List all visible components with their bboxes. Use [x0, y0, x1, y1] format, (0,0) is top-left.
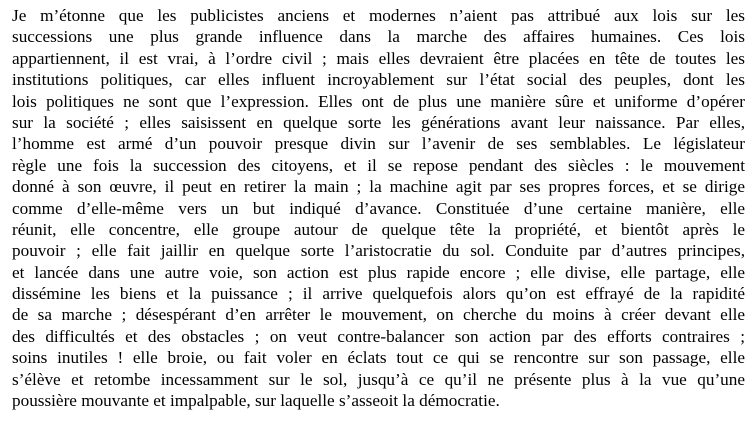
text-line: l’homme est armé d’un pouvoir presque divin sur l’avenir de ses semblables. Le législateur [12, 134, 745, 154]
text-line: des difficultés et des obstacles ; on veut contre-balancer son action par des efforts contraires ; [12, 326, 745, 346]
text-line: donné à son œuvre, il peut en retirer la main ; la machine agit par ses propres forces, et se dirige [12, 177, 745, 197]
text-line: réunit, elle concentre, elle groupe autour de quelque tête la propriété, et bientôt après le [12, 219, 745, 239]
text-line: dissémine les biens et la puissance ; il arrive quelquefois alors qu’on est effrayé de la rapidité [12, 284, 745, 304]
text-line: et lancée dans une autre voie, son action est plus rapide encore ; elle divise, elle partage, elle [12, 262, 745, 282]
text-line: s’élève et retombe incessamment sur le sol, jusqu’à ce qu’il ne présente plus à la vue qu’une [12, 369, 745, 389]
text-line: appartiennent, il est vrai, à l’ordre civil ; mais elles devraient être placées en tête de toutes les [12, 48, 745, 68]
text-line: Je m’étonne que les publicistes anciens et modernes n’aient pas attribué aux lois sur les [12, 6, 745, 25]
text-line: sur la société ; elles saisissent en quelque sorte les générations avant leur naissance. Par elles, [12, 112, 745, 132]
text-line-last: poussière mouvante et impalpable, sur laquelle s’asseoit la démocratie. [12, 391, 500, 411]
text-line: règle une fois la succession des citoyens, et il se repose pendant des siècles : le mouvement [12, 155, 745, 175]
text-line: institutions politiques, car elles influent incroyablement sur l’état social des peuples, dont les [12, 70, 745, 90]
text-line: pouvoir ; elle fait jaillir en quelque sorte l’aristocratie du sol. Conduite par d’autres principes, [12, 241, 745, 261]
text-line: successions une plus grande influence dans la marche des affaires humaines. Ces lois [12, 27, 745, 47]
text-line: lois politiques ne sont que l’expression. Elles ont de plus une manière sûre et uniforme d’opérer [12, 91, 745, 111]
text-line: de sa marche ; désespérant d’en arrêter le mouvement, on cherche du moins à créer devant elle [12, 305, 745, 325]
body-paragraph [12, 5, 745, 411]
text-line: soins inutiles ! elle broie, ou fait voler en éclats tout ce qui se rencontre sur son passage, elle [12, 348, 745, 368]
text-line: comme d’elle-même vers un but indiqué d’avance. Constituée d’une certaine manière, elle [12, 198, 745, 218]
